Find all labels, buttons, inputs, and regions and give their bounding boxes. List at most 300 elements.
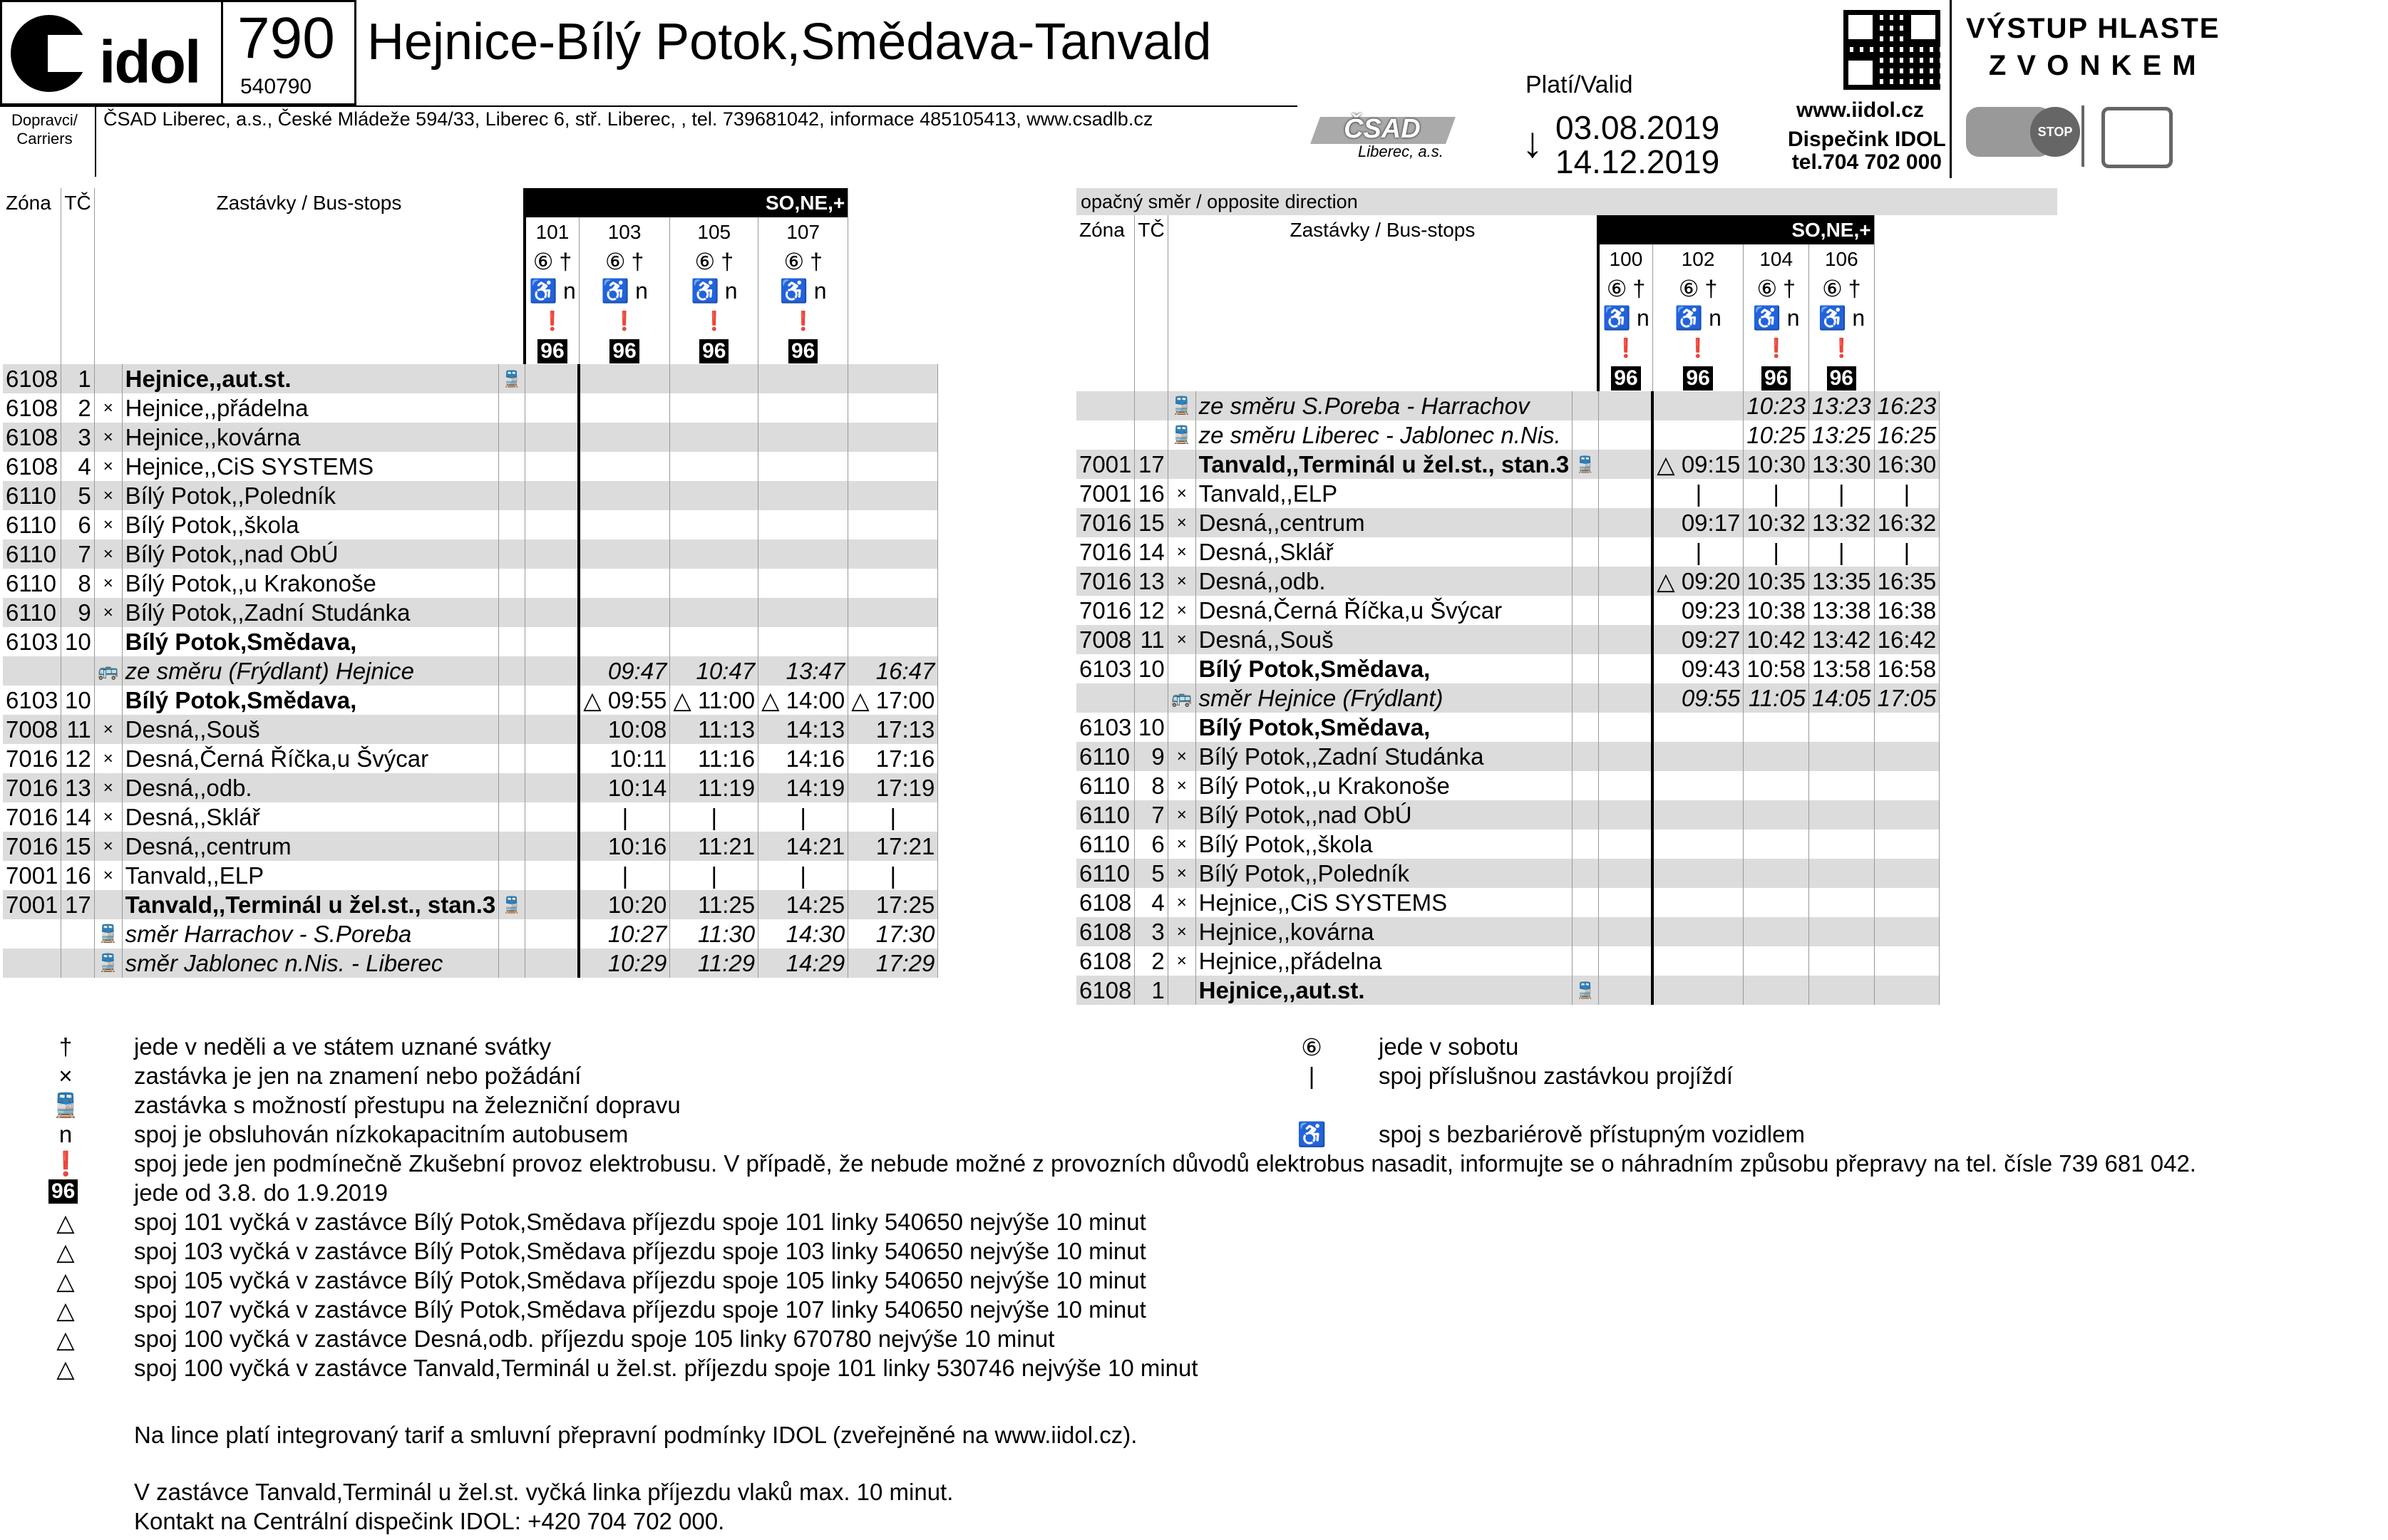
right-table xyxy=(1076,215,1940,1005)
departure-time xyxy=(848,481,938,510)
blank-cell xyxy=(3,217,61,247)
pass-through-marker: | xyxy=(758,802,848,832)
sunday-icon: † xyxy=(1783,275,1796,301)
divider xyxy=(0,105,1297,107)
departure-time xyxy=(1652,859,1744,888)
table-row xyxy=(1076,771,1940,800)
direction-arrow-cell xyxy=(1598,946,1652,976)
legend-symbol: ❗ xyxy=(51,1150,81,1177)
service-days-header: SO,NE,+ xyxy=(525,188,848,217)
trip-number: 102 xyxy=(1652,244,1744,274)
request-stop-icon: × xyxy=(1168,859,1195,888)
direction-arrow-cell xyxy=(525,656,579,686)
departure-time: 09:43 xyxy=(1652,654,1744,683)
blank-cell xyxy=(1168,303,1598,332)
direction-arrow-cell xyxy=(525,364,579,393)
opposite-direction-label: opačný směr / opposite direction xyxy=(1076,188,2057,215)
stop-name: Bílý Potok,Smědava, xyxy=(122,627,499,656)
trip-symbol-row xyxy=(1076,362,1940,391)
zone-cell: 6110 xyxy=(1076,800,1135,830)
zone-cell: 7016 xyxy=(1076,567,1135,596)
tc-cell: 4 xyxy=(1135,888,1168,917)
note-text: Na lince platí integrovaný tarif a smluvní přepravní podmínky IDOL (zveřejněné na www.iidol.cz). xyxy=(134,1422,1138,1448)
blank-cell xyxy=(1168,332,1598,362)
departure-time: 17:19 xyxy=(848,773,938,802)
tc-cell: 8 xyxy=(1135,771,1168,800)
conditional-icon: ❗ xyxy=(791,310,815,331)
table-row xyxy=(1076,625,1940,654)
stops-header: Zastávky / Bus-stops xyxy=(94,188,525,217)
tc-cell xyxy=(61,919,94,949)
direction-arrow-cell xyxy=(525,715,579,744)
pass-through-marker: | xyxy=(579,802,670,832)
departure-time xyxy=(1874,771,1940,800)
tc-header: TČ xyxy=(1135,215,1168,244)
trip-symbols xyxy=(1598,332,1652,362)
request-stop-icon: × xyxy=(94,802,122,832)
zone-cell xyxy=(1076,391,1135,420)
direction-arrow-cell xyxy=(525,510,579,539)
tc-cell: 11 xyxy=(61,715,94,744)
trip-number-row xyxy=(1076,244,1940,274)
trip-symbols xyxy=(1744,303,1809,332)
departure-time xyxy=(670,627,758,656)
departure-time xyxy=(579,510,670,539)
low-capacity-icon: n xyxy=(635,277,648,304)
tc-cell xyxy=(61,949,94,978)
pass-through-marker: | xyxy=(1744,479,1809,508)
stop-name: Desná,,Sklář xyxy=(122,802,499,832)
tc-cell xyxy=(1135,391,1168,420)
dispatch-info xyxy=(1788,128,1946,174)
departure-time xyxy=(1809,888,1875,917)
csad-logo xyxy=(1315,114,1465,164)
badge-96-icon: 96 xyxy=(1611,366,1640,391)
legend-symbol: △ xyxy=(56,1239,75,1265)
blank-cell xyxy=(3,305,61,335)
direction-arrow-cell xyxy=(525,686,579,715)
sunday-icon: † xyxy=(631,248,644,274)
direction-arrow-cell xyxy=(1598,508,1652,537)
flag-cell xyxy=(94,364,122,393)
departure-time xyxy=(670,393,758,423)
stop-name: Desná,Černá Říčka,u Švýcar xyxy=(1195,596,1573,625)
trip-symbols xyxy=(1809,274,1875,303)
low-capacity-icon: n xyxy=(813,277,827,304)
zone-cell: 7001 xyxy=(1076,450,1135,479)
zone-cell: 6110 xyxy=(1076,859,1135,888)
blank-cell xyxy=(1573,537,1598,567)
stop-name: Hejnice,,aut.st. xyxy=(1195,976,1573,1005)
departure-time: 14:29 xyxy=(758,949,848,978)
sunday-icon: † xyxy=(1704,275,1718,301)
departure-time xyxy=(758,569,848,598)
trip-symbols xyxy=(525,335,579,364)
train-icon: 🚆 xyxy=(1573,450,1598,479)
departure-time xyxy=(848,569,938,598)
departure-time xyxy=(1874,742,1940,771)
trip-symbol-row xyxy=(1076,274,1940,303)
exit-line-1: VÝSTUP HLASTE xyxy=(1966,13,2220,44)
request-stop-icon: × xyxy=(94,393,122,423)
direction-arrow-cell xyxy=(1598,654,1652,683)
blank-cell xyxy=(1076,274,1135,303)
zone-cell: 7016 xyxy=(3,773,61,802)
departure-time xyxy=(1652,946,1744,976)
trip-symbols xyxy=(758,335,848,364)
blank-cell xyxy=(1573,508,1598,537)
trip-number: 101 xyxy=(525,217,579,247)
table-row xyxy=(1076,479,1940,508)
direction-arrow-cell xyxy=(525,539,579,569)
tc-cell: 9 xyxy=(1135,742,1168,771)
direction-arrow-cell xyxy=(1598,567,1652,596)
table-row xyxy=(1076,420,1940,450)
departure-time xyxy=(1744,742,1809,771)
blank-cell xyxy=(499,686,525,715)
arrow-down-icon: ↓ xyxy=(1522,118,1543,166)
departure-time xyxy=(758,452,848,481)
table-row xyxy=(3,744,938,773)
departure-time xyxy=(1744,917,1809,946)
zone-cell: 6108 xyxy=(1076,917,1135,946)
departure-time xyxy=(848,393,938,423)
departure-time xyxy=(1809,859,1875,888)
conditional-icon: ❗ xyxy=(540,310,565,331)
departure-time xyxy=(1652,800,1744,830)
departure-time: 10:20 xyxy=(579,890,670,919)
departure-time xyxy=(758,598,848,627)
saturday-icon: ⑥ xyxy=(1756,275,1778,301)
legend-text: jede v sobotu xyxy=(1379,1033,1519,1060)
saturday-icon: ⑥ xyxy=(1606,275,1627,301)
request-stop-icon: × xyxy=(94,832,122,861)
stop-name: Tanvald,,Terminál u žel.st., stan.3 xyxy=(122,890,499,919)
stop-name: Bílý Potok,,u Krakonoše xyxy=(1195,771,1573,800)
dispatch-line-2: tel.704 702 000 xyxy=(1791,150,1942,174)
request-stop-icon: × xyxy=(94,569,122,598)
conditional-icon: ❗ xyxy=(612,310,637,331)
tc-cell: 3 xyxy=(61,423,94,452)
blank-cell xyxy=(61,335,94,364)
request-stop-icon: × xyxy=(1168,800,1195,830)
zone-cell: 7016 xyxy=(1076,596,1135,625)
stop-name: Desná,Černá Říčka,u Švýcar xyxy=(122,744,499,773)
departure-time: 16:32 xyxy=(1874,508,1940,537)
blank-cell xyxy=(1168,362,1598,391)
conditional-icon: ❗ xyxy=(1686,337,1710,358)
trip-symbols xyxy=(1598,362,1652,391)
stop-name: Bílý Potok,,nad ObÚ xyxy=(1195,800,1573,830)
direction-arrow-cell xyxy=(525,452,579,481)
legend-symbol: △ xyxy=(56,1326,75,1353)
trip-symbols xyxy=(579,276,670,305)
trip-symbols xyxy=(1652,332,1744,362)
request-stop-icon: × xyxy=(1168,742,1195,771)
request-stop-icon: × xyxy=(1168,479,1195,508)
table-row xyxy=(3,715,938,744)
departure-time xyxy=(758,481,848,510)
zone-cell: 7016 xyxy=(1076,508,1135,537)
departure-time: 09:27 xyxy=(1652,625,1744,654)
departure-time: 13:35 xyxy=(1809,567,1875,596)
stop-name: Desná,,centrum xyxy=(1195,508,1573,537)
pass-through-marker: | xyxy=(670,861,758,890)
blank-cell xyxy=(499,539,525,569)
legend-symbol: 🚆 xyxy=(51,1092,81,1118)
stop-name: Desná,,centrum xyxy=(122,832,499,861)
direction-arrow-cell xyxy=(525,423,579,452)
table-row xyxy=(1076,391,1940,420)
zone-cell: 6110 xyxy=(3,598,61,627)
departure-time: 13:58 xyxy=(1809,654,1875,683)
badge-96-icon: 96 xyxy=(609,339,639,363)
tc-cell: 10 xyxy=(1135,713,1168,742)
divider xyxy=(95,105,96,177)
blank-cell xyxy=(1573,859,1598,888)
departure-time xyxy=(1652,420,1744,450)
blank-cell xyxy=(1076,303,1135,332)
table-row xyxy=(3,919,938,949)
legend-symbol: × xyxy=(58,1063,73,1089)
flag-cell xyxy=(1168,654,1195,683)
departure-time xyxy=(1874,888,1940,917)
stop-name: Hejnice,,kovárna xyxy=(1195,917,1573,946)
note-text: V zastávce Tanvald,Terminál u žel.st. vyčká linka příjezdu vlaků max. 10 minut. xyxy=(134,1479,954,1505)
request-stop-icon: × xyxy=(1168,537,1195,567)
flag-cell xyxy=(94,890,122,919)
pass-through-marker: | xyxy=(670,802,758,832)
stop-name: Tanvald,,Terminál u žel.st., stan.3 xyxy=(1195,450,1573,479)
train-icon: 🚆 xyxy=(1168,420,1195,450)
idol-logo xyxy=(0,0,223,105)
tc-cell xyxy=(1135,683,1168,713)
stop-name: Bílý Potok,Smědava, xyxy=(122,686,499,715)
sunday-icon: † xyxy=(810,248,823,274)
departure-time: 17:29 xyxy=(848,949,938,978)
departure-time xyxy=(1652,976,1744,1005)
departure-time: 09:23 xyxy=(1652,596,1744,625)
departure-time: 10:08 xyxy=(579,715,670,744)
blank-cell xyxy=(1135,303,1168,332)
stop-name: Bílý Potok,,u Krakonoše xyxy=(122,569,499,598)
exit-notice xyxy=(1950,0,2388,178)
stop-name: Desná,,odb. xyxy=(1195,567,1573,596)
request-stop-icon: × xyxy=(94,598,122,627)
tc-cell: 2 xyxy=(1135,946,1168,976)
blank-cell xyxy=(499,598,525,627)
departure-time: 10:58 xyxy=(1744,654,1809,683)
line-number: 790 xyxy=(237,6,335,71)
conditional-icon: ❗ xyxy=(702,310,726,331)
stop-name: Bílý Potok,,škola xyxy=(122,510,499,539)
blank-cell xyxy=(1168,274,1598,303)
trip-number: 104 xyxy=(1744,244,1809,274)
stop-name: Bílý Potok,,Zadní Studánka xyxy=(122,598,499,627)
pass-through-marker: | xyxy=(1809,537,1875,567)
departure-time xyxy=(579,452,670,481)
direction-arrow-cell xyxy=(1598,830,1652,859)
departure-time: 16:30 xyxy=(1874,450,1940,479)
zone-cell xyxy=(1076,420,1135,450)
stop-name: směr Jablonec n.Nis. - Liberec xyxy=(122,949,499,978)
departure-time: 09:55 xyxy=(1652,683,1744,713)
table-row xyxy=(3,423,938,452)
direction-arrow-cell xyxy=(1598,859,1652,888)
direction-arrow-cell xyxy=(1598,625,1652,654)
train-icon: 🚆 xyxy=(94,949,122,978)
trip-symbols xyxy=(670,335,758,364)
zone-cell: 7016 xyxy=(3,832,61,861)
request-stop-icon: × xyxy=(1168,567,1195,596)
departure-time: 14:05 xyxy=(1809,683,1875,713)
stop-name: Desná,,Sklář xyxy=(1195,537,1573,567)
tc-cell: 16 xyxy=(61,861,94,890)
low-capacity-icon: n xyxy=(562,277,576,304)
trip-symbols xyxy=(1744,362,1809,391)
departure-time xyxy=(1744,976,1809,1005)
tc-cell: 10 xyxy=(61,627,94,656)
wheelchair-icon: ♿ xyxy=(1818,304,1847,331)
valid-label: Platí/Valid xyxy=(1525,71,1633,98)
flag-cell xyxy=(1168,713,1195,742)
tc-cell: 10 xyxy=(61,686,94,715)
departure-time: △ 09:20 xyxy=(1652,567,1744,596)
direction-arrow-cell xyxy=(1598,976,1652,1005)
direction-arrow-cell xyxy=(525,598,579,627)
legend-text: zastávka je jen na znamení nebo požádání xyxy=(134,1063,582,1089)
tc-cell: 15 xyxy=(1135,508,1168,537)
tc-cell: 8 xyxy=(61,569,94,598)
tc-cell: 6 xyxy=(61,510,94,539)
departure-time: 16:58 xyxy=(1874,654,1940,683)
departure-time xyxy=(670,510,758,539)
blank-cell xyxy=(1573,596,1598,625)
blank-cell xyxy=(499,510,525,539)
departure-time: 11:05 xyxy=(1744,683,1809,713)
departure-time: 14:30 xyxy=(758,919,848,949)
trip-symbol-row xyxy=(3,247,938,276)
blank-cell xyxy=(499,569,525,598)
train-icon: 🚆 xyxy=(499,890,525,919)
direction-arrow-cell xyxy=(1598,420,1652,450)
departure-time: 11:19 xyxy=(670,773,758,802)
departure-time: 10:30 xyxy=(1744,450,1809,479)
zone-cell: 6110 xyxy=(3,539,61,569)
trip-symbol-row xyxy=(3,276,938,305)
departure-time xyxy=(1744,713,1809,742)
conditional-icon: ❗ xyxy=(1764,337,1788,358)
request-stop-icon: × xyxy=(94,510,122,539)
tc-cell: 6 xyxy=(1135,830,1168,859)
tc-cell: 12 xyxy=(1135,596,1168,625)
trip-symbols xyxy=(1598,303,1652,332)
blank-cell xyxy=(499,949,525,978)
departure-time: △ 11:00 xyxy=(670,686,758,715)
table-row xyxy=(1076,888,1940,917)
direction-arrow-cell xyxy=(525,832,579,861)
departure-time xyxy=(848,452,938,481)
line-code: 540790 xyxy=(240,75,312,98)
flag-cell xyxy=(94,686,122,715)
trip-symbols xyxy=(1652,274,1744,303)
zone-cell: 6108 xyxy=(3,423,61,452)
zone-cell: 6108 xyxy=(3,393,61,423)
website-link[interactable]: www.iidol.cz xyxy=(1796,98,1924,122)
legend-symbol: ♿ xyxy=(1297,1121,1327,1147)
direction-arrow-cell xyxy=(1598,917,1652,946)
tc-cell: 13 xyxy=(1135,567,1168,596)
departure-time xyxy=(579,423,670,452)
legend-text: jede od 3.8. do 1.9.2019 xyxy=(134,1179,388,1206)
departure-time: 14:25 xyxy=(758,890,848,919)
direction-arrow-cell xyxy=(525,861,579,890)
departure-time: 17:25 xyxy=(848,890,938,919)
pass-through-marker: | xyxy=(758,861,848,890)
stop-name: Bílý Potok,,škola xyxy=(1195,830,1573,859)
table-row xyxy=(3,861,938,890)
bus-icon: 🚌 xyxy=(1168,683,1195,713)
blank-cell xyxy=(61,305,94,335)
conditional-icon: ❗ xyxy=(1614,337,1638,358)
header-row xyxy=(1076,215,1940,244)
trip-symbols xyxy=(758,247,848,276)
zone-cell xyxy=(3,656,61,686)
table-row xyxy=(1076,976,1940,1005)
request-stop-icon: × xyxy=(1168,946,1195,976)
departure-time: 10:35 xyxy=(1744,567,1809,596)
departure-time xyxy=(1809,771,1875,800)
tc-cell: 17 xyxy=(61,890,94,919)
tc-cell: 13 xyxy=(61,773,94,802)
table-row xyxy=(1076,742,1940,771)
table-row xyxy=(3,393,938,423)
blank-cell xyxy=(499,919,525,949)
direction-arrow-cell xyxy=(1598,888,1652,917)
tc-cell: 9 xyxy=(61,598,94,627)
trip-symbols xyxy=(670,305,758,335)
departure-time: △ 14:00 xyxy=(758,686,848,715)
trip-symbols xyxy=(525,276,579,305)
departure-time xyxy=(1874,976,1940,1005)
blank-cell xyxy=(1076,244,1135,274)
blank-cell xyxy=(1573,391,1598,420)
departure-time xyxy=(848,627,938,656)
trip-symbols xyxy=(1744,332,1809,362)
train-icon: 🚆 xyxy=(1573,976,1598,1005)
blank-cell xyxy=(1573,800,1598,830)
legend-symbol: | xyxy=(1308,1063,1315,1089)
legend-symbol: ⑥ xyxy=(1301,1034,1322,1060)
trip-number: 103 xyxy=(579,217,670,247)
blank-cell xyxy=(499,832,525,861)
legend-text: spoj s bezbariérově přístupným vozidlem xyxy=(1379,1121,1805,1147)
zone-cell: 6108 xyxy=(3,364,61,393)
departure-time xyxy=(579,481,670,510)
person-at-stop-icon xyxy=(2081,105,2099,167)
departure-time: 16:47 xyxy=(848,656,938,686)
direction-arrow-cell xyxy=(525,569,579,598)
blank-cell xyxy=(1135,362,1168,391)
departure-time xyxy=(670,452,758,481)
table-row xyxy=(1076,800,1940,830)
trip-symbols xyxy=(1809,303,1875,332)
blank-cell xyxy=(499,744,525,773)
wheelchair-icon: ♿ xyxy=(1602,304,1631,331)
departure-time xyxy=(758,393,848,423)
blank-cell xyxy=(1573,420,1598,450)
zone-cell: 6108 xyxy=(1076,976,1135,1005)
